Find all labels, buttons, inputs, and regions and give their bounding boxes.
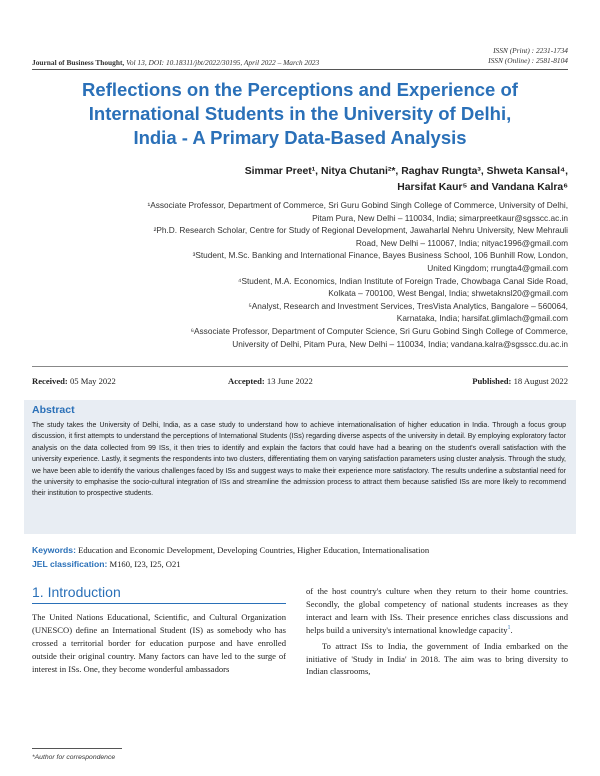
published-value: 18 August 2022 — [513, 376, 568, 386]
dates-top-rule — [32, 366, 568, 367]
body-text-end: . — [510, 624, 513, 635]
keywords-label: Keywords: — [32, 545, 76, 555]
body-paragraph — [306, 585, 568, 637]
keywords — [32, 545, 429, 555]
affiliation-line: Road, New Delhi – 110067, India; nityac1996@gmail.com — [355, 237, 568, 248]
published-label: Published: — [472, 376, 512, 386]
affiliation-line: Karnataka, India; harsifat.glimlach@gmail.com — [396, 313, 568, 324]
affiliation-line: ³Student, M.Sc. Banking and International Finance, Bayes Business School, 106 Bunhill Row, London, — [192, 250, 568, 261]
authors-line-2: Harsifat Kaur⁵ and Vandana Kalra⁶ — [397, 182, 568, 193]
affiliation-line: Pitam Pura, New Delhi – 110034, India; simarpreetkaur@sgsscc.ac.in — [312, 212, 568, 223]
jel-classification — [32, 559, 181, 569]
citation-ref[interactable]: 1 — [507, 624, 511, 631]
footnote: *Author for correspondence — [32, 754, 116, 761]
accepted-label: Accepted: — [228, 376, 265, 386]
section-heading-introduction: 1. Introduction — [32, 584, 121, 600]
affiliation-line: Kolkata – 700100, West Bengal, India; shwetaknsl20@gmail.com — [328, 288, 568, 299]
published-date — [472, 376, 568, 386]
title-line-2: International Students in the University of Delhi, — [88, 103, 512, 124]
issn-online: ISSN (Online) : 2581-8104 — [488, 56, 568, 65]
journal-name: Journal of Business Thought, — [32, 58, 125, 67]
received-label: Received: — [32, 376, 68, 386]
paper-title — [32, 78, 568, 150]
header-rule — [32, 69, 568, 70]
authors-line-1: Simmar Preet¹, Nitya Chutani²*, Raghav Rungta³, Shweta Kansal⁴, — [244, 166, 568, 177]
affiliation-line: ⁶Associate Professor, Department of Computer Science, Sri Guru Gobind Singh College of Commerce, — [190, 325, 568, 336]
accepted-date — [228, 376, 313, 386]
body-paragraph: To attract ISs to India, the government of India embarked on the initiative of 'Study in India' in 2018. The aim was to bring diversity to Indian classrooms, — [306, 640, 568, 677]
body-text: of the host country's culture when they return to their home countries. Secondly, the global competency of national students increases as they interact and learn with ISs. Their presence enriches class discussions and helps build a university's international knowledge capacity — [306, 586, 568, 635]
issn-block — [488, 46, 568, 66]
accepted-value: 13 June 2022 — [266, 376, 313, 386]
abstract-text: The study takes the University of Delhi, India, as a case study to understand how to achieve internationalisation of higher education in India. Through a focus group discussion, it first attempts to understand the perceptions of International Students (ISs) regarding diverse aspects of the university in detail. By employing exploratory factor analysis on the data collected from 99 ISs, it then tries to identify and explain the factors that could have had a bearing on the student's overall satisfaction with the university experience. Lastly, it segments the respondents into two clusters, differentiating them on varying satisfaction parameters using cluster analysis. Through the study, we have been able to identify the various challenges faced by ISs and suggest ways to make their experience more satisfactory. The results underline a substantial need for the university to emphasise the socio-cultural integration of ISs and streamline the admission process to attract them because satisfied ISs are more likely to recommend their institution to prospective students. — [32, 422, 566, 498]
affiliation-line: United Kingdom; rrungta4@gmail.com — [427, 262, 568, 273]
affiliation-line: University of Delhi, Pitam Pura, New Delhi – 110034, India; vandana.kalra@sgsscc.du.ac.in — [232, 338, 568, 349]
body-paragraph: The United Nations Educational, Scientific, and Cultural Organization (UNESCO) define an International Student (IS) as somebody who has crossed a territorial border for education purpose and have enrolled outside their original country. Many factors can have led to the surge of interest in ISs. One, they become wonderful ambassadors — [32, 612, 286, 674]
title-line-3: India - A Primary Data-Based Analysis — [133, 127, 467, 148]
body-column-right — [306, 585, 568, 678]
author-list — [148, 164, 568, 196]
affiliation-line: ¹Associate Professor, Department of Commerce, Sri Guru Gobind Singh College of Commerce, University of Delhi, — [147, 200, 568, 210]
title-line-1: Reflections on the Perceptions and Experience of — [82, 79, 518, 100]
affiliation-list — [48, 199, 568, 350]
section-underline — [32, 603, 286, 604]
body-column-left — [32, 611, 286, 676]
footnote-rule — [32, 748, 122, 749]
affiliation-line: ²Ph.D. Research Scholar, Centre for Study of Regional Development, Jawaharlal Nehru University, New Mehrauli — [153, 225, 568, 236]
journal-citation — [32, 58, 319, 67]
issn-print: ISSN (Print) : 2231-1734 — [493, 46, 568, 55]
abstract-heading: Abstract — [32, 404, 75, 416]
received-value: 05 May 2022 — [69, 376, 116, 386]
keywords-value: Education and Economic Development, Developing Countries, Higher Education, Internationalisation — [78, 545, 430, 555]
affiliation-line: ⁴Student, M.A. Economics, Indian Institute of Foreign Trade, Chowbaga Canal Side Road, — [237, 275, 568, 286]
affiliation-line: ⁵Analyst, Research and Investment Services, TresVista Analytics, Bangalore – 560064, — [248, 300, 568, 311]
received-date — [32, 376, 116, 386]
journal-meta: Vol 13, DOI: 10.18311/jbt/2022/30195, April 2022 – March 2023 — [126, 58, 320, 67]
jel-value: M160, I23, I25, O21 — [109, 559, 181, 569]
jel-label: JEL classification: — [32, 559, 108, 569]
